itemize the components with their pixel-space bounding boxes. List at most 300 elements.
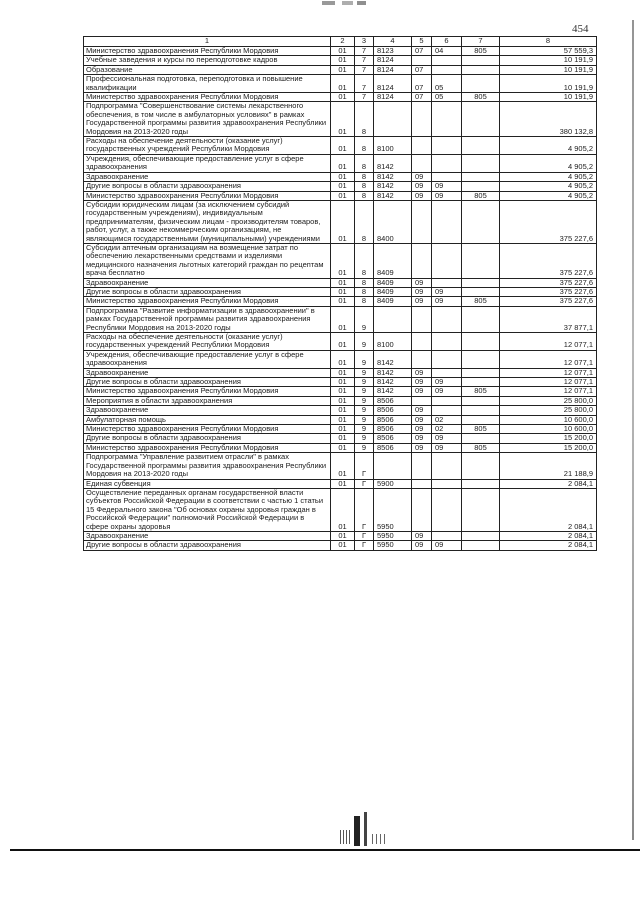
col-4-code: 8142 bbox=[374, 350, 412, 368]
col-5-code bbox=[412, 396, 432, 405]
col-4-code: 5950 bbox=[374, 541, 412, 550]
col-2-code: 01 bbox=[331, 56, 355, 65]
row-amount: 15 200,0 bbox=[500, 443, 597, 452]
row-amount: 4 905,2 bbox=[500, 182, 597, 191]
scan-edge-shadow bbox=[632, 20, 634, 840]
scan-artifact-top bbox=[322, 1, 366, 5]
row-amount: 4 905,2 bbox=[500, 172, 597, 181]
col-4-code: 8100 bbox=[374, 333, 412, 351]
col-4-code: 8506 bbox=[374, 406, 412, 415]
header-cell-5: 5 bbox=[412, 37, 432, 47]
table-row bbox=[84, 56, 597, 65]
binding-staple-mark bbox=[328, 810, 408, 850]
row-name: Здравоохранение bbox=[84, 278, 331, 287]
row-name: Амбулаторная помощь bbox=[84, 415, 331, 424]
row-name: Осуществление переданных органам государственной власти субъектов Российской Федерации в соответствии с частью 1 статьи 15 Федерального закона "Об основах охраны здоровья граждан в Российской Федерации" полномочий Российской Федерации в сфере охраны здоровья bbox=[84, 488, 331, 531]
col-7-code bbox=[462, 378, 500, 387]
col-2-code: 01 bbox=[331, 306, 355, 332]
col-5-code: 07 bbox=[412, 65, 432, 74]
col-2-code: 01 bbox=[331, 541, 355, 550]
col-2-code: 01 bbox=[331, 172, 355, 181]
col-2-code: 01 bbox=[331, 368, 355, 377]
table-row bbox=[84, 47, 597, 56]
table-row bbox=[84, 297, 597, 306]
row-name: Другие вопросы в области здравоохранения bbox=[84, 541, 331, 550]
table-row bbox=[84, 137, 597, 155]
col-2-code: 01 bbox=[331, 47, 355, 56]
row-amount: 21 188,9 bbox=[500, 453, 597, 479]
table-row bbox=[84, 154, 597, 172]
row-name: Министерство здравоохранения Республики Мордовия bbox=[84, 191, 331, 200]
row-amount: 25 800,0 bbox=[500, 406, 597, 415]
col-4-code: 8142 bbox=[374, 172, 412, 181]
row-amount: 10 600,0 bbox=[500, 415, 597, 424]
row-name: Учебные заведения и курсы по переподготовке кадров bbox=[84, 56, 331, 65]
table-row bbox=[84, 453, 597, 479]
row-name: Учреждения, обеспечивающие предоставление услуг в сфере здравоохранения bbox=[84, 350, 331, 368]
header-cell-6: 6 bbox=[432, 37, 462, 47]
col-3-code: Г bbox=[355, 541, 374, 550]
col-2-code: 01 bbox=[331, 243, 355, 278]
col-4-code: 5900 bbox=[374, 479, 412, 488]
col-3-code: 8 bbox=[355, 200, 374, 243]
col-2-code: 01 bbox=[331, 425, 355, 434]
row-name: Здравоохранение bbox=[84, 172, 331, 181]
col-6-code bbox=[432, 65, 462, 74]
table-row bbox=[84, 200, 597, 243]
col-7-code: 805 bbox=[462, 191, 500, 200]
col-3-code: 9 bbox=[355, 415, 374, 424]
row-name: Учреждения, обеспечивающие предоставление услуг в сфере здравоохранения bbox=[84, 154, 331, 172]
row-amount: 4 905,2 bbox=[500, 137, 597, 155]
table-row bbox=[84, 102, 597, 137]
row-amount: 10 191,9 bbox=[500, 65, 597, 74]
row-name: Образование bbox=[84, 65, 331, 74]
col-2-code: 01 bbox=[331, 531, 355, 540]
col-6-code: 02 bbox=[432, 425, 462, 434]
col-5-code: 07 bbox=[412, 93, 432, 102]
col-4-code: 8506 bbox=[374, 425, 412, 434]
row-name: Подпрограмма "Развитие информатизации в здравоохранении" в рамках Государственной программы развития здравоохранения Республики Мордовия на 2013-2020 годы bbox=[84, 306, 331, 332]
row-amount: 2 084,1 bbox=[500, 531, 597, 540]
col-5-code bbox=[412, 453, 432, 479]
row-amount: 4 905,2 bbox=[500, 154, 597, 172]
row-amount: 375 227,6 bbox=[500, 278, 597, 287]
col-7-code bbox=[462, 65, 500, 74]
table-row bbox=[84, 350, 597, 368]
table-row bbox=[84, 75, 597, 93]
col-3-code: Г bbox=[355, 531, 374, 540]
col-6-code: 04 bbox=[432, 47, 462, 56]
col-2-code: 01 bbox=[331, 443, 355, 452]
row-name: Другие вопросы в области здравоохранения bbox=[84, 434, 331, 443]
col-7-code bbox=[462, 172, 500, 181]
col-6-code bbox=[432, 137, 462, 155]
col-2-code: 01 bbox=[331, 396, 355, 405]
row-name: Другие вопросы в области здравоохранения bbox=[84, 378, 331, 387]
table-row bbox=[84, 531, 597, 540]
col-6-code bbox=[432, 333, 462, 351]
row-name: Расходы на обеспечение деятельности (оказание услуг) государственных учреждений Республики Мордовия bbox=[84, 333, 331, 351]
col-2-code: 01 bbox=[331, 102, 355, 137]
col-7-code bbox=[462, 415, 500, 424]
col-3-code: 9 bbox=[355, 406, 374, 415]
col-7-code bbox=[462, 488, 500, 531]
col-7-code bbox=[462, 368, 500, 377]
col-4-code: 8142 bbox=[374, 191, 412, 200]
row-amount: 12 077,1 bbox=[500, 333, 597, 351]
table-row bbox=[84, 425, 597, 434]
row-name: Другие вопросы в области здравоохранения bbox=[84, 287, 331, 296]
col-3-code: 7 bbox=[355, 56, 374, 65]
col-7-code bbox=[462, 406, 500, 415]
header-cell-2: 2 bbox=[331, 37, 355, 47]
table-row bbox=[84, 191, 597, 200]
row-name: Здравоохранение bbox=[84, 531, 331, 540]
col-7-code bbox=[462, 287, 500, 296]
col-5-code bbox=[412, 154, 432, 172]
col-3-code: Г bbox=[355, 453, 374, 479]
col-7-code bbox=[462, 350, 500, 368]
col-3-code: 9 bbox=[355, 350, 374, 368]
col-5-code: 07 bbox=[412, 47, 432, 56]
row-name: Министерство здравоохранения Республики Мордовия bbox=[84, 443, 331, 452]
table-row bbox=[84, 406, 597, 415]
col-4-code bbox=[374, 102, 412, 137]
row-amount: 2 084,1 bbox=[500, 479, 597, 488]
col-7-code: 805 bbox=[462, 47, 500, 56]
header-cell-1: 1 bbox=[84, 37, 331, 47]
col-3-code: 8 bbox=[355, 172, 374, 181]
col-4-code: 8409 bbox=[374, 243, 412, 278]
col-4-code: 5950 bbox=[374, 531, 412, 540]
col-7-code: 805 bbox=[462, 297, 500, 306]
col-2-code: 01 bbox=[331, 93, 355, 102]
col-3-code: 7 bbox=[355, 75, 374, 93]
col-2-code: 01 bbox=[331, 387, 355, 396]
row-name: Министерство здравоохранения Республики Мордовия bbox=[84, 425, 331, 434]
col-5-code bbox=[412, 137, 432, 155]
table-row bbox=[84, 306, 597, 332]
row-amount: 12 077,1 bbox=[500, 350, 597, 368]
col-5-code bbox=[412, 479, 432, 488]
row-name: Подпрограмма "Совершенствование системы лекарственного обеспечения, в том числе в амбулаторных условиях" в рамках Государственной программы развития здравоохранения Республики Мордовия на 2013-2020 годы bbox=[84, 102, 331, 137]
table-row bbox=[84, 287, 597, 296]
row-amount: 4 905,2 bbox=[500, 191, 597, 200]
row-amount: 10 191,9 bbox=[500, 56, 597, 65]
col-3-code: 8 bbox=[355, 182, 374, 191]
row-amount: 10 191,9 bbox=[500, 93, 597, 102]
col-7-code bbox=[462, 479, 500, 488]
row-amount: 380 132,8 bbox=[500, 102, 597, 137]
col-5-code bbox=[412, 102, 432, 137]
table-row bbox=[84, 443, 597, 452]
col-7-code: 805 bbox=[462, 443, 500, 452]
col-5-code: 09 bbox=[412, 172, 432, 181]
col-4-code: 8409 bbox=[374, 287, 412, 296]
col-4-code: 8142 bbox=[374, 154, 412, 172]
header-cell-4: 4 bbox=[374, 37, 412, 47]
col-3-code: 8 bbox=[355, 191, 374, 200]
row-amount: 375 227,6 bbox=[500, 200, 597, 243]
col-2-code: 01 bbox=[331, 154, 355, 172]
col-2-code: 01 bbox=[331, 333, 355, 351]
table-row bbox=[84, 415, 597, 424]
col-7-code bbox=[462, 453, 500, 479]
col-2-code: 01 bbox=[331, 434, 355, 443]
row-amount: 2 084,1 bbox=[500, 541, 597, 550]
col-5-code bbox=[412, 488, 432, 531]
col-4-code: 8123 bbox=[374, 47, 412, 56]
row-amount: 375 227,6 bbox=[500, 297, 597, 306]
col-6-code bbox=[432, 200, 462, 243]
col-6-code: 09 bbox=[432, 297, 462, 306]
col-5-code: 09 bbox=[412, 387, 432, 396]
col-4-code: 8506 bbox=[374, 443, 412, 452]
col-6-code bbox=[432, 453, 462, 479]
col-4-code: 8400 bbox=[374, 200, 412, 243]
col-3-code: 7 bbox=[355, 65, 374, 74]
row-amount: 12 077,1 bbox=[500, 368, 597, 377]
col-3-code: 9 bbox=[355, 425, 374, 434]
col-3-code: 8 bbox=[355, 243, 374, 278]
col-6-code: 09 bbox=[432, 182, 462, 191]
row-amount: 10 191,9 bbox=[500, 75, 597, 93]
col-7-code: 805 bbox=[462, 93, 500, 102]
col-4-code: 8142 bbox=[374, 182, 412, 191]
table-row bbox=[84, 479, 597, 488]
col-5-code: 09 bbox=[412, 541, 432, 550]
row-name: Субсидии аптечным организациям на возмещение затрат по обеспечению лекарственными средствами и изделиями медицинского назначения льготных категорий граждан по рецептам врача бесплатно bbox=[84, 243, 331, 278]
col-6-code bbox=[432, 102, 462, 137]
col-7-code bbox=[462, 541, 500, 550]
col-4-code: 8142 bbox=[374, 368, 412, 377]
table-row bbox=[84, 541, 597, 550]
row-amount: 2 084,1 bbox=[500, 488, 597, 531]
col-4-code: 8506 bbox=[374, 434, 412, 443]
col-5-code bbox=[412, 350, 432, 368]
col-6-code bbox=[432, 368, 462, 377]
col-3-code: 8 bbox=[355, 102, 374, 137]
col-2-code: 01 bbox=[331, 297, 355, 306]
row-name: Субсидии юридическим лицам (за исключением субсидий государственным учреждениям), индивидуальным предпринимателям, физическим лицам - производителям товаров, работ, услуг, а также некоммерческим организациям, не являющимся государственными (муниципальными) учреждениями bbox=[84, 200, 331, 243]
col-7-code bbox=[462, 306, 500, 332]
col-5-code bbox=[412, 243, 432, 278]
col-5-code: 09 bbox=[412, 443, 432, 452]
col-4-code: 8100 bbox=[374, 137, 412, 155]
col-6-code bbox=[432, 479, 462, 488]
col-5-code: 07 bbox=[412, 75, 432, 93]
row-name: Министерство здравоохранения Республики Мордовия bbox=[84, 93, 331, 102]
col-4-code: 8124 bbox=[374, 56, 412, 65]
col-3-code: 8 bbox=[355, 297, 374, 306]
col-6-code: 09 bbox=[432, 287, 462, 296]
col-7-code bbox=[462, 137, 500, 155]
col-7-code bbox=[462, 182, 500, 191]
col-6-code bbox=[432, 243, 462, 278]
col-3-code: 9 bbox=[355, 368, 374, 377]
col-6-code bbox=[432, 172, 462, 181]
col-7-code bbox=[462, 278, 500, 287]
col-3-code: 7 bbox=[355, 47, 374, 56]
col-7-code bbox=[462, 434, 500, 443]
table-row bbox=[84, 182, 597, 191]
col-5-code: 09 bbox=[412, 415, 432, 424]
col-4-code: 8506 bbox=[374, 415, 412, 424]
col-2-code: 01 bbox=[331, 378, 355, 387]
col-7-code bbox=[462, 56, 500, 65]
col-2-code: 01 bbox=[331, 488, 355, 531]
col-4-code: 8124 bbox=[374, 75, 412, 93]
col-6-code bbox=[432, 396, 462, 405]
col-2-code: 01 bbox=[331, 75, 355, 93]
table-row bbox=[84, 387, 597, 396]
col-3-code: 8 bbox=[355, 287, 374, 296]
col-3-code: 9 bbox=[355, 306, 374, 332]
col-2-code: 01 bbox=[331, 453, 355, 479]
col-2-code: 01 bbox=[331, 278, 355, 287]
row-name: Мероприятия в области здравоохранения bbox=[84, 396, 331, 405]
col-6-code: 09 bbox=[432, 378, 462, 387]
col-2-code: 01 bbox=[331, 65, 355, 74]
col-2-code: 01 bbox=[331, 200, 355, 243]
col-2-code: 01 bbox=[331, 415, 355, 424]
col-4-code: 8124 bbox=[374, 93, 412, 102]
col-3-code: 8 bbox=[355, 137, 374, 155]
row-amount: 10 600,0 bbox=[500, 425, 597, 434]
col-4-code: 8409 bbox=[374, 278, 412, 287]
col-6-code bbox=[432, 531, 462, 540]
col-2-code: 01 bbox=[331, 406, 355, 415]
col-6-code bbox=[432, 278, 462, 287]
col-7-code bbox=[462, 75, 500, 93]
col-6-code: 02 bbox=[432, 415, 462, 424]
row-amount: 12 077,1 bbox=[500, 387, 597, 396]
col-6-code: 05 bbox=[432, 93, 462, 102]
col-3-code: 9 bbox=[355, 443, 374, 452]
col-2-code: 01 bbox=[331, 191, 355, 200]
row-name: Единая субвенция bbox=[84, 479, 331, 488]
col-6-code: 09 bbox=[432, 434, 462, 443]
row-amount: 37 877,1 bbox=[500, 306, 597, 332]
col-5-code: 09 bbox=[412, 278, 432, 287]
col-6-code bbox=[432, 350, 462, 368]
row-amount: 57 559,3 bbox=[500, 47, 597, 56]
col-5-code bbox=[412, 56, 432, 65]
col-7-code bbox=[462, 531, 500, 540]
row-name: Министерство здравоохранения Республики Мордовия bbox=[84, 297, 331, 306]
col-3-code: 9 bbox=[355, 378, 374, 387]
col-2-code: 01 bbox=[331, 479, 355, 488]
table-row bbox=[84, 396, 597, 405]
col-3-code: Г bbox=[355, 479, 374, 488]
col-7-code bbox=[462, 396, 500, 405]
col-6-code bbox=[432, 154, 462, 172]
table-row bbox=[84, 333, 597, 351]
table-row bbox=[84, 488, 597, 531]
row-name: Другие вопросы в области здравоохранения bbox=[84, 182, 331, 191]
col-3-code: Г bbox=[355, 488, 374, 531]
table-body bbox=[84, 47, 597, 551]
col-6-code: 09 bbox=[432, 191, 462, 200]
row-name: Министерство здравоохранения Республики Мордовия bbox=[84, 47, 331, 56]
col-6-code bbox=[432, 306, 462, 332]
table-row bbox=[84, 243, 597, 278]
col-5-code bbox=[412, 333, 432, 351]
col-2-code: 01 bbox=[331, 287, 355, 296]
col-5-code bbox=[412, 200, 432, 243]
col-7-code bbox=[462, 102, 500, 137]
col-5-code: 09 bbox=[412, 297, 432, 306]
table-row bbox=[84, 378, 597, 387]
col-4-code: 8506 bbox=[374, 396, 412, 405]
col-3-code: 9 bbox=[355, 396, 374, 405]
row-name: Профессиональная подготовка, переподготовка и повышение квалификации bbox=[84, 75, 331, 93]
col-6-code bbox=[432, 56, 462, 65]
col-7-code bbox=[462, 243, 500, 278]
table-header-row bbox=[84, 37, 597, 47]
col-6-code bbox=[432, 488, 462, 531]
table-row bbox=[84, 65, 597, 74]
page-number: 454 bbox=[572, 23, 589, 35]
header-cell-8: 8 bbox=[500, 37, 597, 47]
col-5-code: 09 bbox=[412, 287, 432, 296]
col-5-code: 09 bbox=[412, 378, 432, 387]
row-name: Здравоохранение bbox=[84, 406, 331, 415]
table-row bbox=[84, 434, 597, 443]
col-6-code: 09 bbox=[432, 541, 462, 550]
table-row bbox=[84, 278, 597, 287]
col-6-code: 09 bbox=[432, 443, 462, 452]
row-amount: 15 200,0 bbox=[500, 434, 597, 443]
col-4-code: 8142 bbox=[374, 378, 412, 387]
col-2-code: 01 bbox=[331, 350, 355, 368]
col-3-code: 9 bbox=[355, 387, 374, 396]
col-6-code bbox=[432, 406, 462, 415]
col-4-code bbox=[374, 306, 412, 332]
col-3-code: 7 bbox=[355, 93, 374, 102]
col-5-code: 09 bbox=[412, 434, 432, 443]
row-amount: 25 800,0 bbox=[500, 396, 597, 405]
col-7-code bbox=[462, 333, 500, 351]
col-5-code: 09 bbox=[412, 531, 432, 540]
table-row bbox=[84, 172, 597, 181]
row-name: Подпрограмма "Управление развитием отрасли" в рамках Государственной программы развития здравоохранения Республики Мордовия на 2013-2020 годы bbox=[84, 453, 331, 479]
row-name: Здравоохранение bbox=[84, 368, 331, 377]
col-6-code: 05 bbox=[432, 75, 462, 93]
col-7-code bbox=[462, 154, 500, 172]
col-4-code: 8124 bbox=[374, 65, 412, 74]
col-4-code: 8409 bbox=[374, 297, 412, 306]
col-3-code: 8 bbox=[355, 278, 374, 287]
header-cell-3: 3 bbox=[355, 37, 374, 47]
row-name: Расходы на обеспечение деятельности (оказание услуг) государственных учреждений Республики Мордовия bbox=[84, 137, 331, 155]
row-name: Министерство здравоохранения Республики Мордовия bbox=[84, 387, 331, 396]
col-2-code: 01 bbox=[331, 182, 355, 191]
col-3-code: 9 bbox=[355, 333, 374, 351]
col-3-code: 9 bbox=[355, 434, 374, 443]
col-7-code: 805 bbox=[462, 425, 500, 434]
col-4-code: 8142 bbox=[374, 387, 412, 396]
col-3-code: 8 bbox=[355, 154, 374, 172]
col-6-code: 09 bbox=[432, 387, 462, 396]
row-amount: 375 227,6 bbox=[500, 243, 597, 278]
col-5-code: 09 bbox=[412, 425, 432, 434]
col-2-code: 01 bbox=[331, 137, 355, 155]
table-row bbox=[84, 93, 597, 102]
col-5-code: 09 bbox=[412, 406, 432, 415]
col-5-code: 09 bbox=[412, 182, 432, 191]
